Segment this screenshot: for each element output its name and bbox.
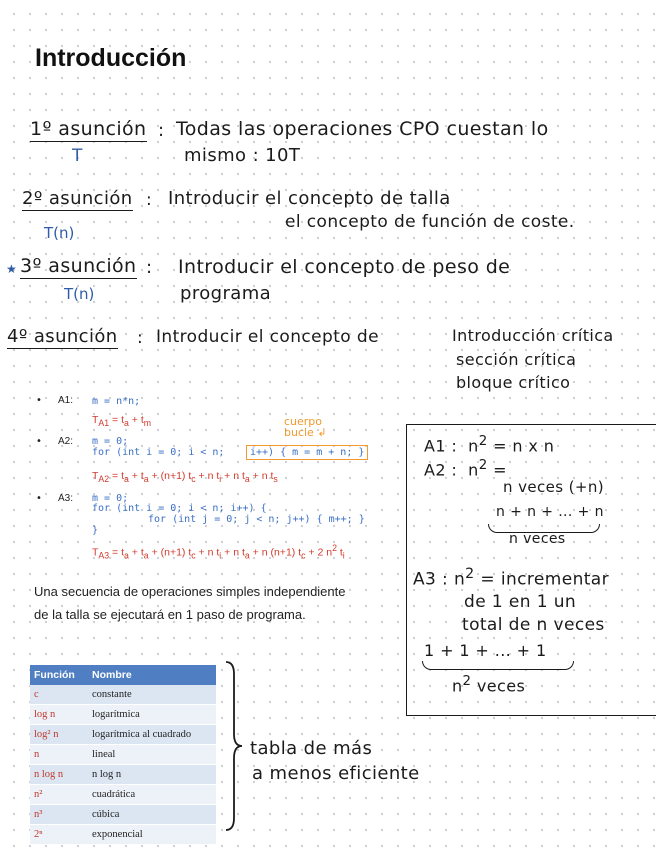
box-a2: A2 : $n^2$ = [424, 458, 507, 480]
assumption-2-label: 2º asunción [22, 188, 133, 209]
assumption-4-item-3: bloque crítico [456, 373, 571, 392]
a3-code-2: for (int i = 0; i < n; i++) { [92, 503, 267, 514]
table-row: n³ cúbica [30, 805, 216, 825]
table-row: n log n n log n [30, 765, 216, 785]
a1-code: m = n*n; [92, 396, 141, 407]
paragraph-line-2: de la talla se ejecutará en 1 paso de programa. [34, 607, 306, 622]
a2-code-2: for (int i = 0; i < n; [92, 447, 225, 458]
table-row: c constante [30, 685, 216, 705]
box-a3-c: total de n veces [462, 615, 605, 635]
assumption-2-text: Introducir el concepto de talla [168, 188, 451, 209]
bullet-a2: • [36, 436, 42, 447]
a2-label: A2: [58, 436, 74, 447]
table-row: 2ⁿ exponencial [30, 825, 216, 845]
table-row: log² n logarítmica al cuadrado [30, 725, 216, 745]
a3-code-3: for (int j = 0; j < n; j++) { m++; } [148, 514, 365, 525]
assumption-1-colon: : [158, 120, 165, 141]
table-row: n lineal [30, 745, 216, 765]
assumption-4-item-1: Introducción crítica [452, 326, 614, 345]
a1-label: A1: [58, 395, 74, 406]
assumption-3-colon: : [146, 257, 153, 278]
table-header-function: Función [30, 665, 88, 685]
assumption-3-label: 3º asunción [20, 255, 137, 277]
box-a3-e: $n^2$ veces [452, 674, 526, 696]
assumption-2-tag: T(n) [44, 224, 75, 242]
assumption-4-colon: : [137, 328, 144, 348]
a3-code-4: } [92, 525, 99, 536]
assumption-2-colon: : [146, 190, 153, 210]
assumption-1-label: 1º asunción [30, 118, 147, 140]
box-a2-d: n veces [509, 531, 566, 547]
a2-cost: $T_{A2} = t_a + t_a + (n+1) t_c + n$ $t_i + n$ $t_a + n$ $t_s$ [92, 470, 278, 485]
a1-cost: $T_{A1} = t_a + t_m$ [92, 414, 152, 429]
box-a1: A1 : $n^2 = n$ x n [424, 434, 555, 456]
assumption-2-text-2: el concepto de función de coste. [285, 212, 575, 232]
box-a3-b: de 1 en 1 un [464, 592, 577, 612]
assumption-1-tag: T [72, 146, 83, 166]
assumption-4-item-2: sección crítica [456, 350, 577, 369]
brace-underline-2 [422, 661, 574, 670]
box-a3-d: 1 + 1 + ... + 1 [424, 641, 547, 660]
curly-brace-icon [224, 660, 244, 832]
table-note-2: a menos eficiente [252, 763, 420, 784]
box-a2-c: n + n + ... + n [496, 504, 604, 520]
assumption-3-tag: T(n) [64, 285, 95, 303]
star-marker-icon: ★ [6, 262, 17, 276]
box-a2-b: n veces (+n) [503, 478, 605, 496]
loop-note: cuerpo bucle ↲ [284, 415, 327, 439]
assumption-4-text: Introducir el concepto de [156, 327, 379, 347]
bullet-a3: • [36, 493, 42, 504]
assumption-4-label: 4º asunción [7, 326, 118, 347]
assumption-1-text-2: mismo : 10T [184, 145, 301, 166]
page-title: Introducción [35, 44, 187, 72]
table-row: log n logarítmica [30, 705, 216, 725]
table-header-name: Nombre [88, 665, 216, 685]
assumption-3-text-2: programa [180, 283, 272, 304]
table-note-1: tabla de más [250, 738, 373, 759]
complexity-table [30, 665, 216, 845]
assumption-1-text: Todas las operaciones CPO cuestan lo [176, 118, 549, 140]
table-row: n² cuadrática [30, 785, 216, 805]
a2-code-1: m = 0; [92, 436, 129, 447]
a3-label: A3: [58, 493, 74, 504]
a3-cost: $T_{A3} = t_a + t_a + (n+1) t_c + n$ $t_i + n$ $t_a + n$ (n+1) $t_c + 2$ $n^2$ $t_i$ [92, 543, 345, 561]
assumption-3-text: Introducir el concepto de peso de [178, 256, 511, 278]
paragraph-line-1: Una secuencia de operaciones simples independiente [34, 584, 346, 599]
a3-code-1: m = 0; [92, 493, 129, 504]
bullet-a1: • [36, 395, 42, 406]
box-a3: A3 : $n^2$ = incrementar [413, 566, 610, 590]
loop-body-highlight: i++) { m = m + n; } [246, 445, 368, 460]
